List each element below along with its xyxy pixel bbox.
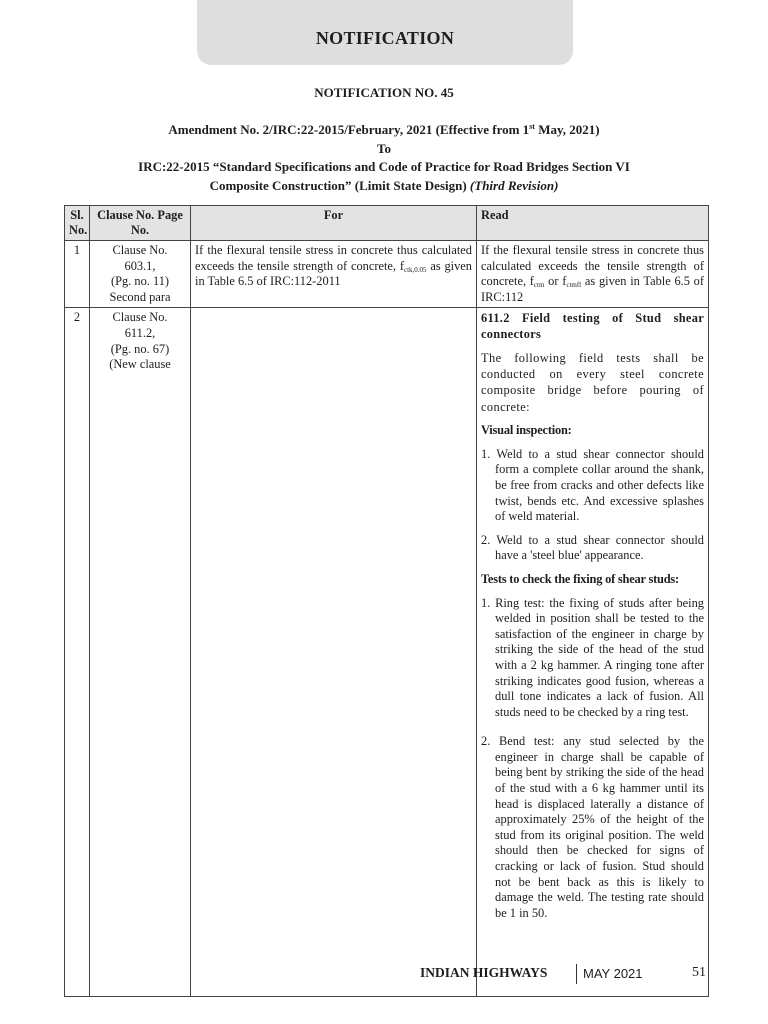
amendment-line-4: Composite Construction” (Limit State Design) (Third Revision) bbox=[209, 178, 559, 194]
clause-intro: The following field tests shall be conducted on every steel concrete composite bridge before pouring of concrete: bbox=[481, 350, 704, 414]
list-item: 2. Weld to a stud shear connector should have a 'steel blue' appearance. bbox=[481, 532, 704, 563]
header-sl-no: Sl. No. bbox=[65, 206, 90, 241]
footer-magazine-name: INDIAN HIGHWAYS bbox=[420, 965, 548, 980]
banner-title: NOTIFICATION bbox=[315, 28, 455, 48]
footer-issue-date: MAY 2021 bbox=[583, 966, 643, 981]
list-item: 1. Ring test: the fixing of studs after being welded in position shall be tested to the satisfaction of the engineer in charge by striking the side of the head of the stud with a 2 kg hammer. A ringing tone after striking indicates good fusion, whereas a dull tone indicates a lack of fusion. All studs need to be checked by a ring test. bbox=[481, 595, 704, 719]
amendment-table bbox=[64, 205, 709, 997]
amendment-line-1: Amendment No. 2/IRC:22-2015/February, 2021 (Effective from 1st May, 2021) bbox=[168, 122, 600, 137]
amendment-heading bbox=[40, 121, 728, 196]
row-read-text bbox=[477, 308, 709, 997]
header-clause-no: Clause No. Page No. bbox=[90, 206, 191, 241]
tests-heading: Tests to check the fixing of shear studs: bbox=[481, 571, 679, 586]
notification-number: NOTIFICATION NO. 45 bbox=[314, 85, 454, 100]
header-read: Read bbox=[477, 206, 709, 241]
table-row bbox=[65, 241, 709, 308]
visual-inspection-heading: Visual inspection: bbox=[481, 423, 572, 438]
page-number: 51 bbox=[692, 965, 706, 980]
row-sl-no: 2 bbox=[65, 308, 90, 997]
row-for-text: If the flexural tensile stress in concrete thus calculated exceeds the tensile strength of concrete, $f_{ctk,0.05}$ as given in Table 6.5 of IRC:112-2011 bbox=[191, 241, 477, 308]
table-row bbox=[65, 308, 709, 997]
row-for-text bbox=[191, 308, 477, 997]
table-header-row bbox=[65, 206, 709, 241]
row-read-text: If the flexural tensile stress in concrete thus calculated exceeds the tensile strength of concrete, $f_{ctm}$ or $f_{ctmfl}$ as given in Table 6.5 of IRC:112 bbox=[477, 241, 709, 308]
row-clause: Clause No. 603.1, (Pg. no. 11) Second para bbox=[90, 241, 191, 308]
amendment-line-3: IRC:22-2015 “Standard Specifications and Code of Practice for Road Bridges Section VI bbox=[138, 159, 630, 175]
footer-divider bbox=[576, 964, 577, 984]
row-clause: Clause No. 611.2, (Pg. no. 67) (New clause bbox=[90, 308, 191, 997]
row-sl-no: 1 bbox=[65, 241, 90, 308]
amendment-line-2: To bbox=[377, 140, 391, 156]
notification-banner bbox=[197, 0, 573, 65]
header-for: For bbox=[191, 206, 477, 241]
list-item: 1. Weld to a stud shear connector should form a complete collar around the shank, be free from cracks and other defects like twist, bends etc. And excessive splashes of weld material. bbox=[481, 446, 704, 524]
clause-title: 611.2 Field testing of Stud shear connectors bbox=[481, 311, 704, 341]
list-item: 2. Bend test: any stud selected by the engineer in charge shall be capable of being bent by striking the side of the head of the stud with a 6 kg hammer until its head is displaced laterally a distance of approximately 25% of the height of the stud from its original position. The weld should then be checked for signs of cracking or lack of fusion. Stud should not be bent back as this is likely to damage the weld. The testing rate should be 1 in 50. bbox=[481, 734, 704, 920]
